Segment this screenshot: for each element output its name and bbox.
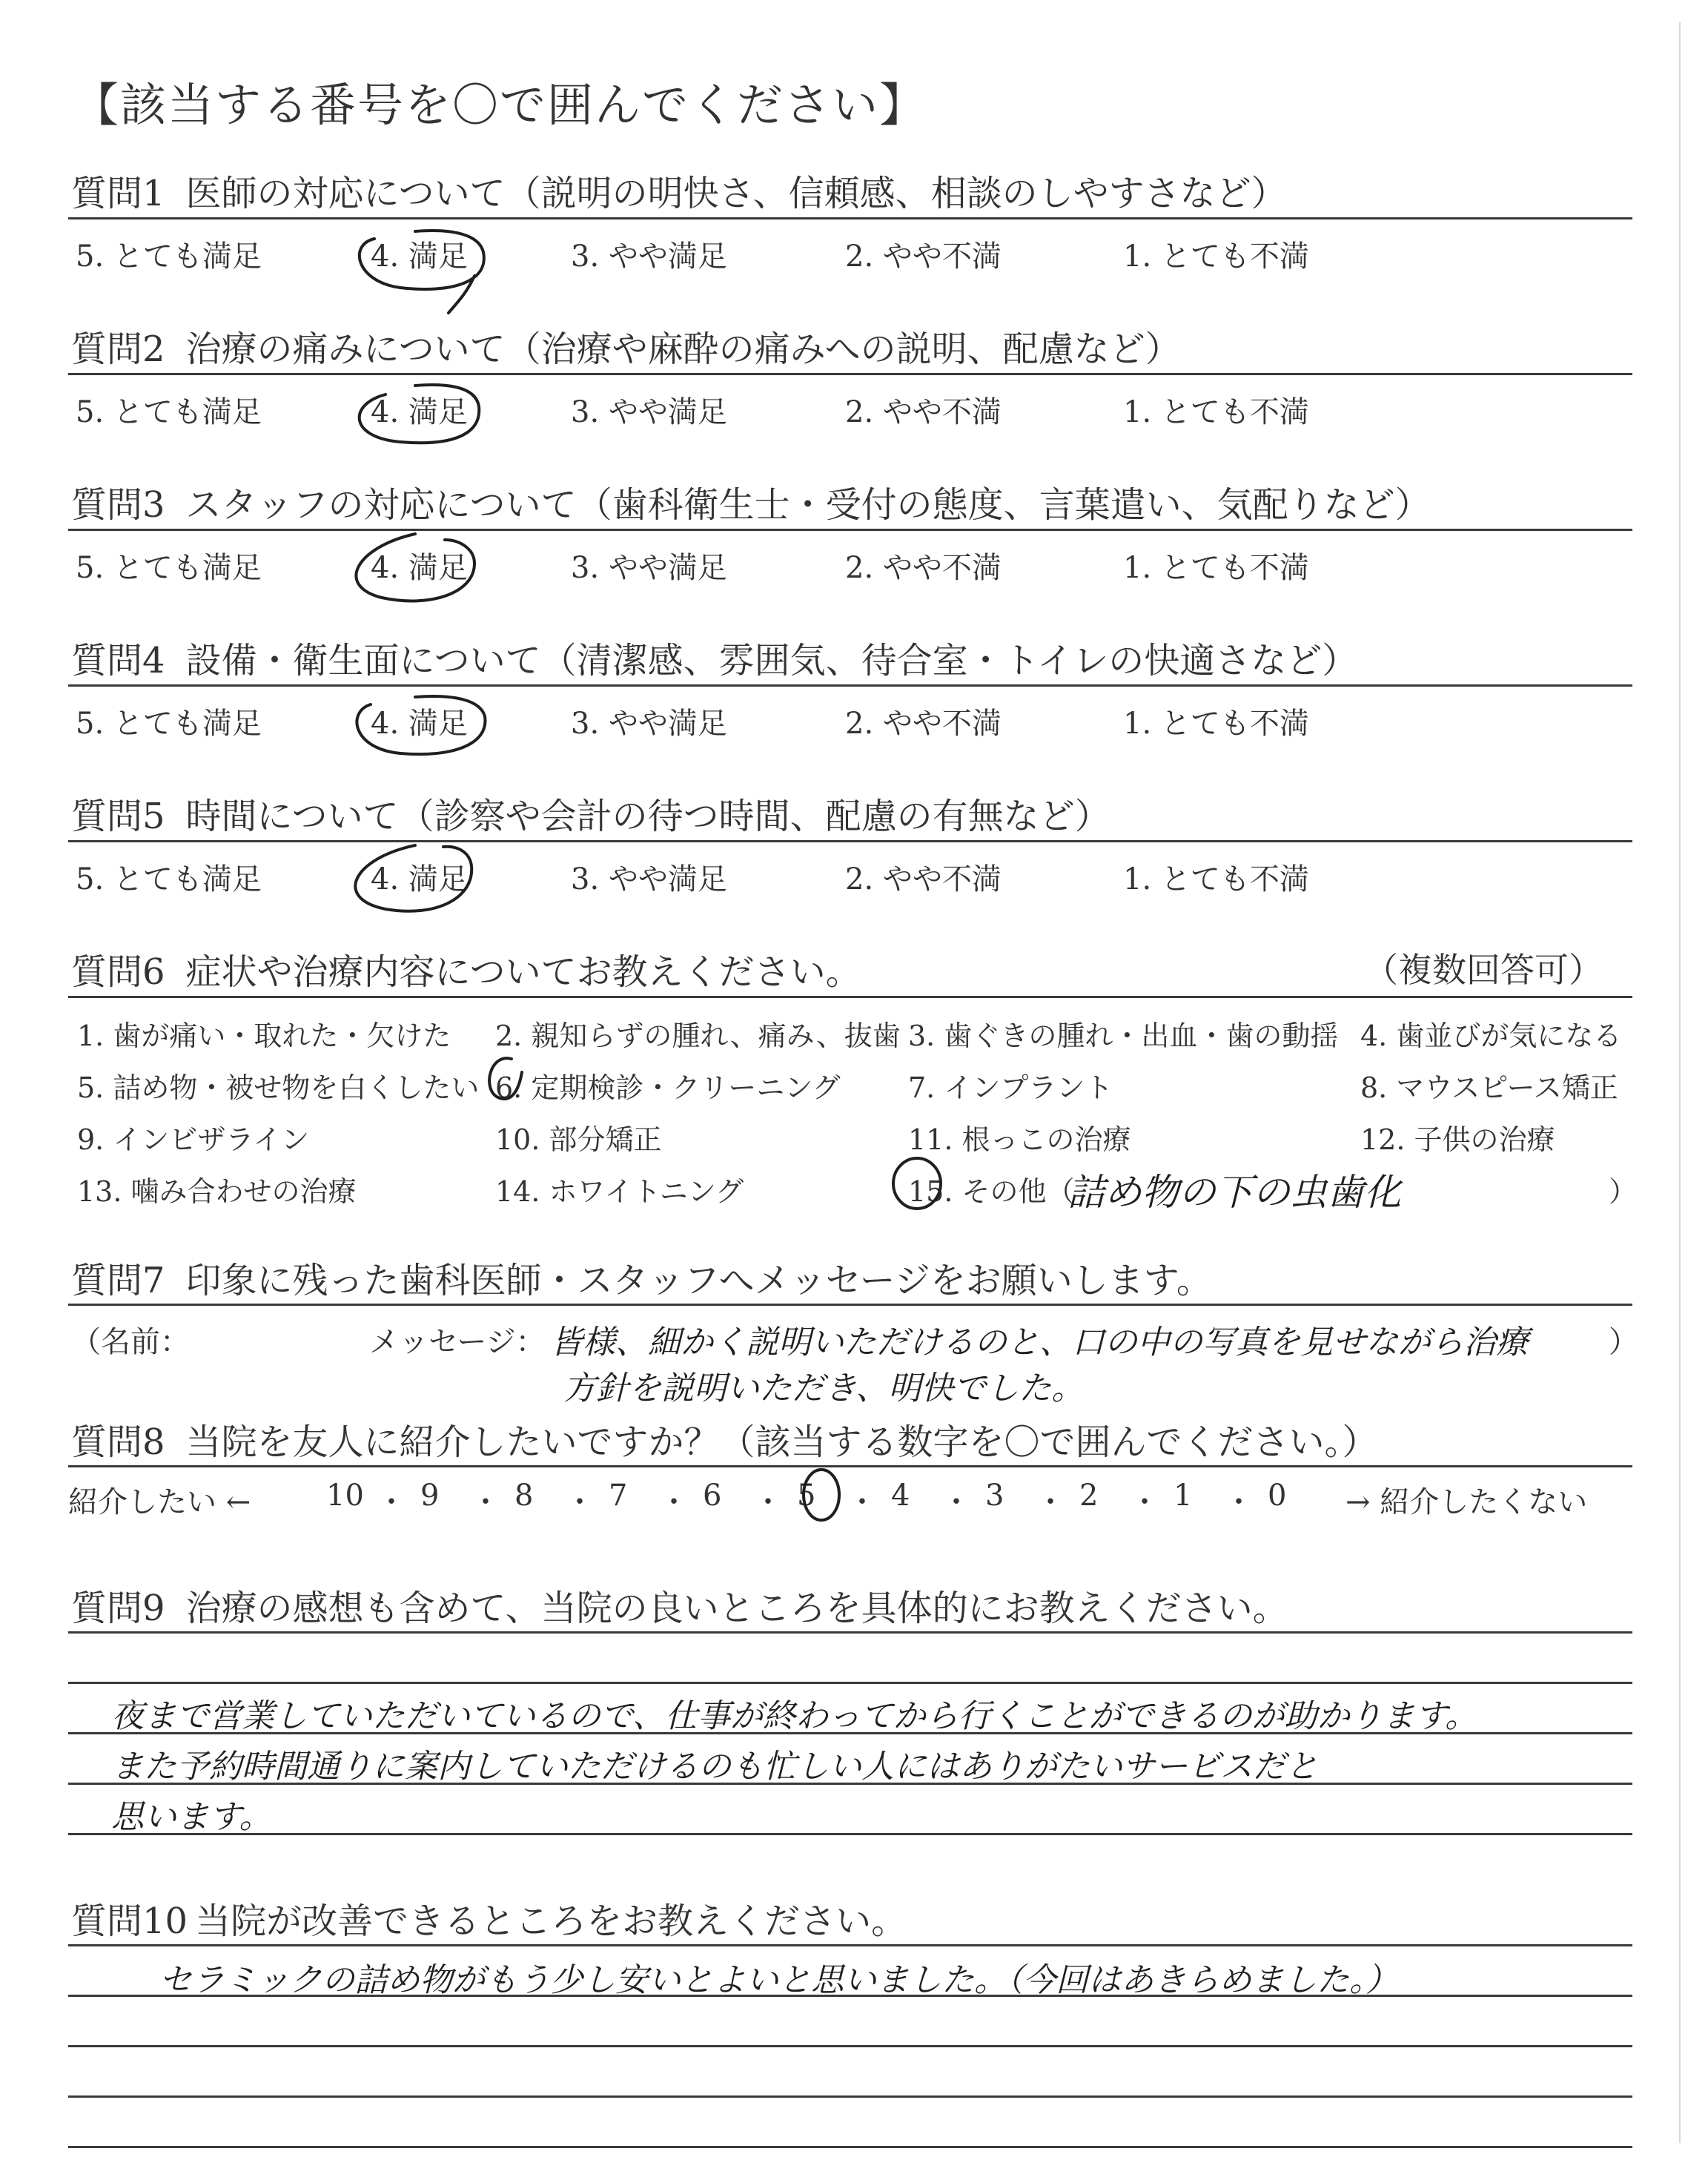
question-8-text: 当院を友人に紹介したいですか？（該当する数字を〇で囲んでください。） (185, 1421, 1378, 1463)
question-10-rule-1 (68, 1944, 1632, 1946)
question-10-text: 当院が改善できるところをお教えください。 (195, 1900, 907, 1942)
q2-option-2[interactable]: 2. やや不満 (845, 395, 1002, 429)
q6-other-close-paren: ） (1609, 1175, 1638, 1208)
q4-option-5[interactable]: 5. とても満足 (76, 707, 262, 741)
q2-option-1[interactable]: 1. とても不満 (1123, 395, 1309, 429)
question-4-rule (68, 684, 1632, 687)
q8-scale-separator: ・ (377, 1485, 406, 1519)
question-5-rule (68, 840, 1632, 842)
scan-edge-line (1679, 22, 1681, 2143)
q8-scale-separator: ・ (565, 1485, 595, 1519)
q7-message-line-2: 方針を説明いただき、明快でした。 (563, 1370, 1085, 1407)
q8-scale-separator: ・ (753, 1485, 783, 1519)
question-9-text: 治療の感想も含めて、当院の良いところを具体的にお教えください。 (185, 1588, 1288, 1629)
q6-option-5[interactable]: 5. 詰め物・被せ物を白くしたい (77, 1071, 480, 1104)
q8-scale-10[interactable]: 10 (326, 1479, 364, 1513)
q1-option-3[interactable]: 3. やや満足 (571, 240, 727, 274)
question-8-rule (68, 1465, 1632, 1467)
q7-message-line-1: 皆様、細かく説明いただけるのと、口の中の写真を見せながら治療 (550, 1324, 1529, 1361)
question-6-multiple-note: （複数回答可） (1364, 950, 1603, 990)
q2-option-5[interactable]: 5. とても満足 (76, 395, 262, 429)
question-9-rule-2 (68, 1682, 1632, 1684)
question-9-rule-5 (68, 1833, 1632, 1835)
q2-option-4[interactable]: 4. 満足 (371, 395, 468, 429)
question-10-rule-3 (68, 2045, 1632, 2047)
question-8-heading (71, 1413, 1378, 1464)
q8-scale-6[interactable]: 6 (703, 1479, 722, 1513)
question-4-text: 設備・衛生面について（清潔感、雰囲気、待合室・トイレの快適さなど） (185, 640, 1358, 681)
q8-scale-7[interactable]: 7 (609, 1479, 628, 1513)
q1-option-2[interactable]: 2. やや不満 (845, 240, 1002, 274)
question-2-label: 質問2 (71, 328, 165, 370)
q10-answer-line-1: セラミックの詰め物がもう少し安いとよいと思いました。（今回はあきらめました。） (159, 1961, 1399, 1999)
question-9-heading (71, 1579, 1288, 1631)
question-5-heading (71, 787, 1110, 839)
question-2-text: 治療の痛みについて（治療や麻酔の痛みへの説明、配慮など） (185, 328, 1181, 370)
q8-scale-separator: ・ (659, 1485, 689, 1519)
page-title: 【該当する番号を〇で囲んでください】 (73, 78, 927, 132)
q4-option-4[interactable]: 4. 満足 (371, 707, 468, 741)
q8-scale-separator: ・ (1130, 1485, 1159, 1519)
q8-scale-1[interactable]: 1 (1174, 1479, 1193, 1513)
q1-option-1[interactable]: 1. とても不満 (1123, 240, 1309, 274)
q3-option-2[interactable]: 2. やや不満 (845, 551, 1002, 585)
q5-option-3[interactable]: 3. やや満足 (571, 862, 727, 896)
question-3-rule (68, 529, 1632, 531)
q5-option-2[interactable]: 2. やや不満 (845, 862, 1002, 896)
question-8-label: 質問8 (71, 1421, 165, 1463)
q8-scale-separator: ・ (1224, 1485, 1254, 1519)
question-2-heading (71, 320, 1181, 371)
question-3-heading (71, 476, 1431, 527)
q8-scale-2[interactable]: 2 (1079, 1479, 1099, 1513)
question-7-heading (71, 1252, 1212, 1303)
q7-close-paren: ） (1609, 1325, 1638, 1359)
question-10-heading (71, 1892, 907, 1943)
q9-answer-line-3: 思います。 (111, 1798, 272, 1836)
question-7-rule (68, 1304, 1632, 1306)
question-5-text: 時間について（診察や会計の待つ時間、配慮の有無など） (185, 796, 1110, 837)
question-3-text: スタッフの対応について（歯科衛生士・受付の態度、言葉遣い、気配りなど） (185, 484, 1431, 526)
q6-option-12[interactable]: 12. 子供の治療 (1360, 1123, 1555, 1156)
question-6-heading (71, 943, 861, 994)
question-10-rule-5 (68, 2146, 1632, 2148)
q5-option-4[interactable]: 4. 満足 (371, 862, 468, 896)
q6-option-2[interactable]: 2. 親知らずの腫れ、痛み、抜歯 (495, 1020, 901, 1052)
q3-option-3[interactable]: 3. やや満足 (571, 551, 727, 585)
q8-scale-separator: ・ (941, 1485, 971, 1519)
q9-answer-line-1: 夜まで営業していただいているので、仕事が終わってから行くことができるのが助かります。 (111, 1697, 1478, 1735)
question-4-heading (71, 632, 1357, 683)
q3-option-1[interactable]: 1. とても不満 (1123, 551, 1309, 585)
question-4-label: 質問4 (71, 640, 165, 681)
q1-option-4[interactable]: 4. 満足 (371, 240, 468, 274)
q5-option-5[interactable]: 5. とても満足 (76, 862, 262, 896)
q6-option-13[interactable]: 13. 噛み合わせの治療 (77, 1175, 357, 1208)
question-6-text: 症状や治療内容についてお教えください。 (185, 951, 861, 993)
q8-scale-0[interactable]: 0 (1268, 1479, 1287, 1513)
q6-option-7[interactable]: 7. インプラント (908, 1071, 1113, 1104)
q6-option-11[interactable]: 11. 根っこの治療 (908, 1123, 1131, 1156)
q8-scale-separator: ・ (1036, 1485, 1065, 1519)
question-7-label: 質問7 (71, 1260, 165, 1301)
question-9-label: 質問9 (71, 1588, 165, 1629)
q8-scale-separator: ・ (847, 1485, 877, 1519)
question-1-label: 質問1 (71, 173, 165, 214)
q2-option-3[interactable]: 3. やや満足 (571, 395, 727, 429)
q4-option-2[interactable]: 2. やや不満 (845, 707, 1002, 741)
q6-option-4[interactable]: 4. 歯並びが気になる (1360, 1020, 1622, 1052)
question-1-rule (68, 217, 1632, 219)
q8-right-label: → 紹介したくない (1345, 1485, 1588, 1519)
q6-option-15[interactable]: 15. その他（ (908, 1175, 1075, 1208)
q6-option-9[interactable]: 9. インビザライン (77, 1123, 310, 1156)
question-1-text: 医師の対応について（説明の明快さ、信頼感、相談のしやすさなど） (185, 173, 1287, 214)
question-2-rule (68, 373, 1632, 375)
question-10-rule-4 (68, 2095, 1632, 2098)
question-7-text: 印象に残った歯科医師・スタッフへメッセージをお願いします。 (185, 1260, 1212, 1301)
q6-option-14[interactable]: 14. ホワイトニング (495, 1175, 744, 1208)
q4-option-1[interactable]: 1. とても不満 (1123, 707, 1309, 741)
q8-scale-5[interactable]: 5 (797, 1479, 816, 1513)
question-6-label: 質問6 (71, 951, 165, 993)
q8-scale-8[interactable]: 8 (514, 1479, 534, 1513)
q4-option-3[interactable]: 3. やや満足 (571, 707, 727, 741)
question-9-rule-1 (68, 1631, 1632, 1634)
q8-scale-3[interactable]: 3 (985, 1479, 1004, 1513)
q8-scale-separator: ・ (471, 1485, 500, 1519)
q7-message-label: メッセージ： (369, 1325, 546, 1359)
q8-scale-9[interactable]: 9 (420, 1479, 440, 1513)
q3-option-5[interactable]: 5. とても満足 (76, 551, 262, 585)
question-10-label: 質問10 (71, 1900, 188, 1942)
q8-left-label: 紹介したい ← (68, 1485, 251, 1519)
q6-other-handwritten: 詰め物の下の虫歯化 (1068, 1171, 1401, 1214)
q6-option-10[interactable]: 10. 部分矯正 (495, 1123, 662, 1156)
question-1-heading (71, 165, 1287, 216)
q7-name-label: （名前： (71, 1325, 190, 1359)
question-5-label: 質問5 (71, 796, 165, 837)
q6-option-6[interactable]: 6. 定期検診・クリーニング (495, 1071, 841, 1104)
q3-option-4[interactable]: 4. 満足 (371, 551, 468, 585)
q6-option-3[interactable]: 3. 歯ぐきの腫れ・出血・歯の動揺 (908, 1020, 1339, 1052)
q6-option-8[interactable]: 8. マウスピース矯正 (1360, 1071, 1618, 1104)
q9-answer-line-2: また予約時間通りに案内していただけるのも忙しい人にはありがたいサービスだと (111, 1748, 1318, 1786)
question-6-rule (68, 996, 1632, 998)
q5-option-1[interactable]: 1. とても不満 (1123, 862, 1309, 896)
q6-option-1[interactable]: 1. 歯が痛い・取れた・欠けた (77, 1020, 451, 1052)
q1-option-5[interactable]: 5. とても満足 (76, 240, 262, 274)
q8-scale-4[interactable]: 4 (891, 1479, 910, 1513)
question-3-label: 質問3 (71, 484, 165, 526)
